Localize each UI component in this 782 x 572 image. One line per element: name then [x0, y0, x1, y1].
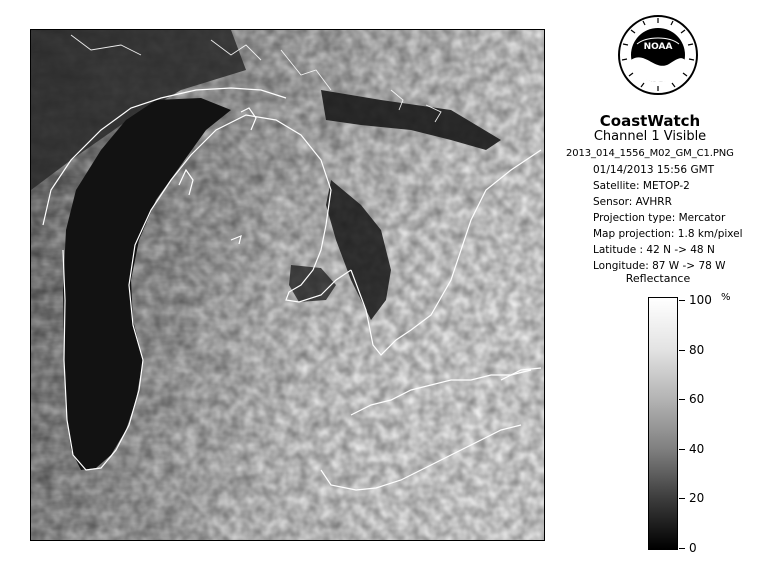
projection-text: Projection type: Mercator: [593, 212, 726, 224]
colorbar-tick: [679, 300, 685, 301]
channel-label: Channel 1 Visible: [593, 129, 707, 144]
colorbar-tick: [679, 498, 685, 499]
colorbar-tick-label: 0: [689, 541, 697, 555]
file-name: 2013_014_1556_M02_GM_C1.PNG: [566, 148, 734, 159]
sensor-text: Sensor: AVHRR: [593, 196, 672, 208]
colorbar-tick: [679, 399, 685, 400]
latitude-text: Latitude : 42 N -> 48 N: [593, 244, 715, 256]
colorbar-tick: [679, 350, 685, 351]
brand-title: CoastWatch: [599, 112, 701, 130]
datetime-text: 01/14/2013 15:56 GMT: [593, 164, 715, 176]
colorbar-tick: [679, 548, 685, 549]
colorbar-title: Reflectance: [625, 272, 691, 285]
map-projection-text: Map projection: 1.8 km/pixel: [593, 228, 743, 240]
map-image: [31, 30, 545, 541]
logo-text: NOAA: [643, 42, 673, 52]
colorbar-tick-label: 20: [689, 491, 705, 506]
colorbar-tick: [679, 449, 685, 450]
colorbar: [648, 297, 678, 550]
noaa-logo: [617, 14, 699, 96]
satellite-map: [30, 29, 545, 541]
colorbar-unit: %: [721, 292, 731, 303]
colorbar-tick-label: 60: [689, 392, 705, 407]
colorbar-tick-label: 40: [689, 441, 705, 456]
longitude-text: Longitude: 87 W -> 78 W: [593, 260, 726, 272]
colorbar-tick-label: 80: [689, 342, 705, 357]
satellite-text: Satellite: METOP-2: [593, 180, 690, 192]
colorbar-tick-label: 100: [689, 293, 712, 307]
